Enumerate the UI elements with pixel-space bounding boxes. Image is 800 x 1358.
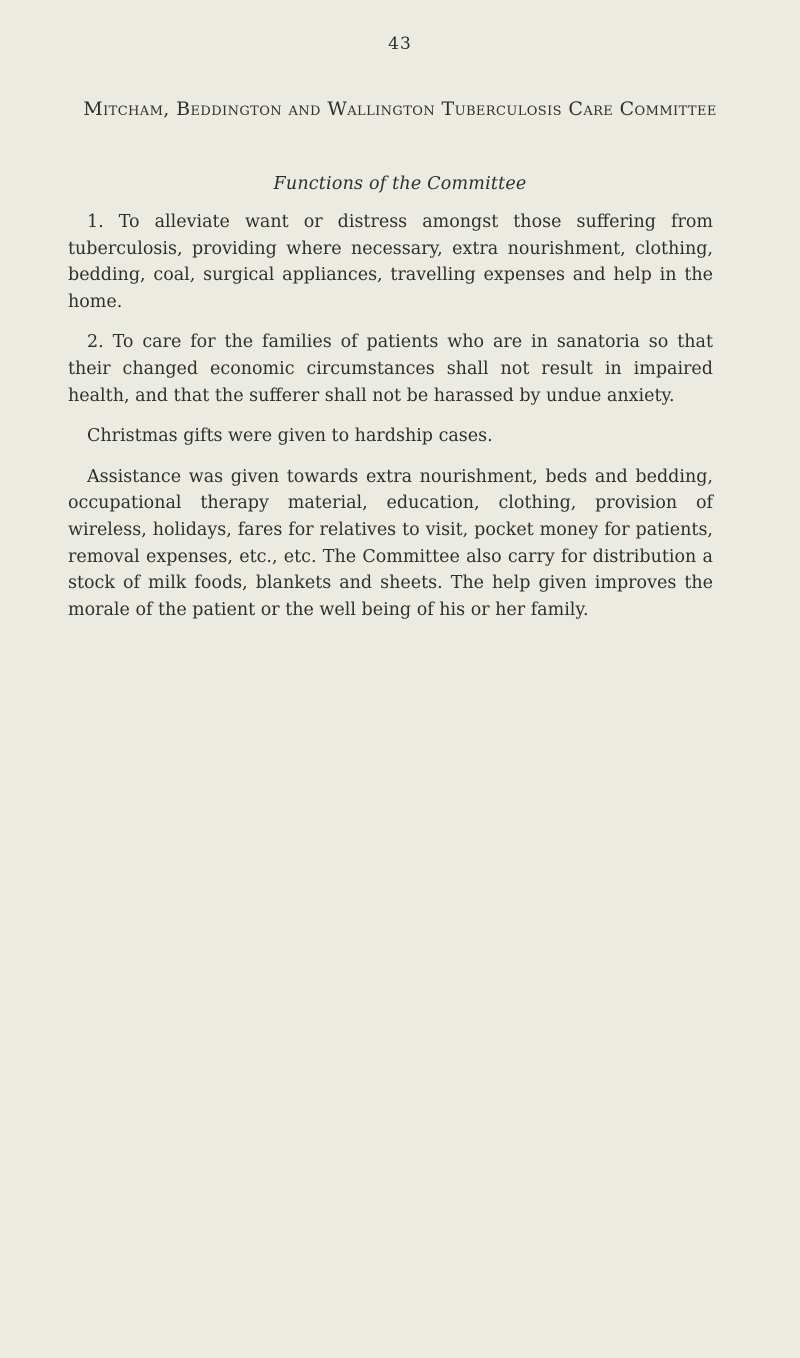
body-text xyxy=(68,209,713,637)
paragraph-assistance: Assistance was given towards extra nourishment, beds and bedding, occupational therapy material, education, clothing, provision of wireless, holidays, fares for relatives to visit, pocket money for patients, removal expenses, etc., etc. The Committee also carry for distribution a stock of milk foods, blankets and sheets. The help given improves the morale of the patient or the well being of his or her family. xyxy=(68,466,713,620)
paragraph-function-1: 1. To alleviate want or distress amongst those suffering from tuberculosis, providing where necessary, extra nourishment, clothing, bedding, coal, surgical appliances, travelling expenses and help in the home. xyxy=(68,212,713,312)
page-title: Mitcham, Beddington and Wallington Tuberculosis Care Committee xyxy=(83,98,717,120)
paragraph-function-2: 2. To care for the families of patients who are in sanatoria so that their changed economic circumstances shall not result in impaired health, and that the sufferer shall not be harassed by undue anxiety. xyxy=(68,332,713,406)
page-number: 43 xyxy=(388,34,412,54)
section-subheading: Functions of the Committee xyxy=(273,174,527,194)
paragraph-christmas-gifts: Christmas gifts were given to hardship cases. xyxy=(87,426,493,447)
